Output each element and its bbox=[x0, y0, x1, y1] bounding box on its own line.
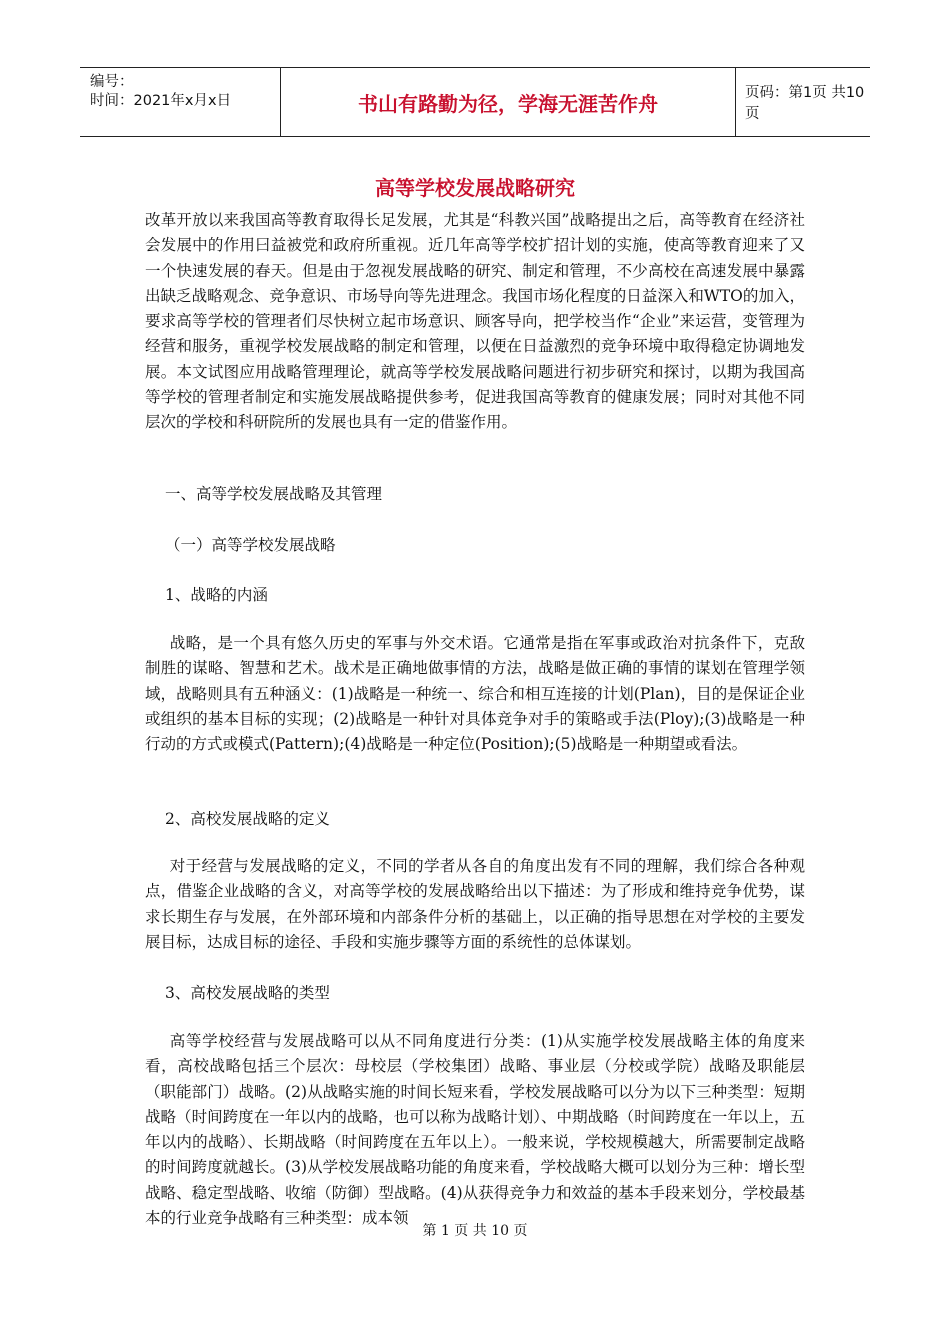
item-heading-2: 2、高校发展战略的定义 bbox=[165, 810, 330, 828]
item-heading-1: 1、战略的内涵 bbox=[165, 586, 268, 604]
paragraph-1: 战略，是一个具有悠久历史的军事与外交术语。它通常是指在军事或政治对抗条件下，克敌制胜的谋略、智慧和艺术。战术是正确地做事情的方法，战略是做正确的事情的谋划在管理学领域，战略则具有五种涵义：(1)战略是一种统一、综合和相互连接的计划(Plan)，目的是保证企业或组织的基本目标的实现；(2)战略是一种针对具体竞争对手的策略或手法(Ploy);(3)战略是一种行动的方式或模式(Pattern);(4)战略是一种定位(Position);(5)战略是一种期望或看法。 bbox=[145, 634, 805, 754]
header-left-cell bbox=[80, 68, 280, 136]
section-heading: 一、高等学校发展战略及其管理 bbox=[165, 485, 383, 503]
item-heading-3: 3、高校发展战略的类型 bbox=[165, 984, 330, 1002]
header-table bbox=[80, 67, 870, 137]
document-title: 高等学校发展战略研究 bbox=[375, 176, 575, 200]
page-footer: 第 1 页 共 10 页 bbox=[422, 1223, 528, 1239]
serial-label: 编号： bbox=[90, 74, 134, 90]
paragraph-3: 高等学校经营与发展战略可以从不同角度进行分类：(1)从实施学校发展战略主体的角度来看，高校战略包括三个层次：母校层（学校集团）战略、事业层（分校或学院）战略及职能层（职能部门）战略。(2)从战略实施的时间长短来看，学校发展战略可以分为以下三种类型：短期战略（时间跨度在一年以内的战略，也可以称为战略计划）、中期战略（时间跨度在一年以上，五年以内的战略）、长期战略（时间跨度在五年以上）。一般来说，学校规模越大，所需要制定战略的时间跨度就越长。(3)从学校发展战略功能的角度来看，学校战略大概可以划分为三种：增长型战略、稳定型战略、收缩（防御）型战略。(4)从获得竞争力和效益的基本手段来划分，学校最基本的行业竞争战略有三种类型：成本领 bbox=[145, 1032, 805, 1228]
header-page-info: 页码：第1页 共10页 bbox=[745, 85, 865, 122]
intro-paragraph: 改革开放以来我国高等教育取得长足发展，尤其是“科教兴国”战略提出之后，高等教育在经济社会发展中的作用曰益被党和政府所重视。近几年高等学校扩招计划的实施，使高等教育迎来了又一个快速发展的春天。但是由于忽视发展战略的研究、制定和管理，不少高校在高速发展中暴露出缺乏战略观念、竞争意识、市场导向等先进理念。我国市场化程度的日益深入和WTO的加入，要求高等学校的管理者们尽快树立起市场意识、顾客导向，把学校当作“企业”来运营，变管理为经营和服务，重视学校发展战略的制定和管理，以便在日益激烈的竞争环境中取得稳定协调地发展。本文试图应用战略管理理论，就高等学校发展战略问题进行初步研究和探讨，以期为我国高等学校的管理者制定和实施发展战略提供参考，促进我国高等教育的健康发展；同时对其他不同层次的学校和科研院所的发展也具有一定的借鉴作用。 bbox=[145, 211, 805, 432]
time-label: 时间：2021年x月x日 bbox=[90, 93, 232, 109]
subsection-heading: （一）高等学校发展战略 bbox=[165, 536, 336, 554]
header-motto: 书山有路勤为径，学海无涯苦作舟 bbox=[280, 68, 736, 136]
paragraph-2: 对于经营与发展战略的定义，不同的学者从各自的角度出发有不同的理解，我们综合各种观点，借鉴企业战略的含义，对高等学校的发展战略给出以下描述：为了形成和维持竞争优势，谋求长期生存与发展，在外部环境和内部条件分析的基础上，以正确的指导思想在对学校的主要发展目标，达成目标的途径、手段和实施步骤等方面的系统性的总体谋划。 bbox=[145, 857, 805, 951]
